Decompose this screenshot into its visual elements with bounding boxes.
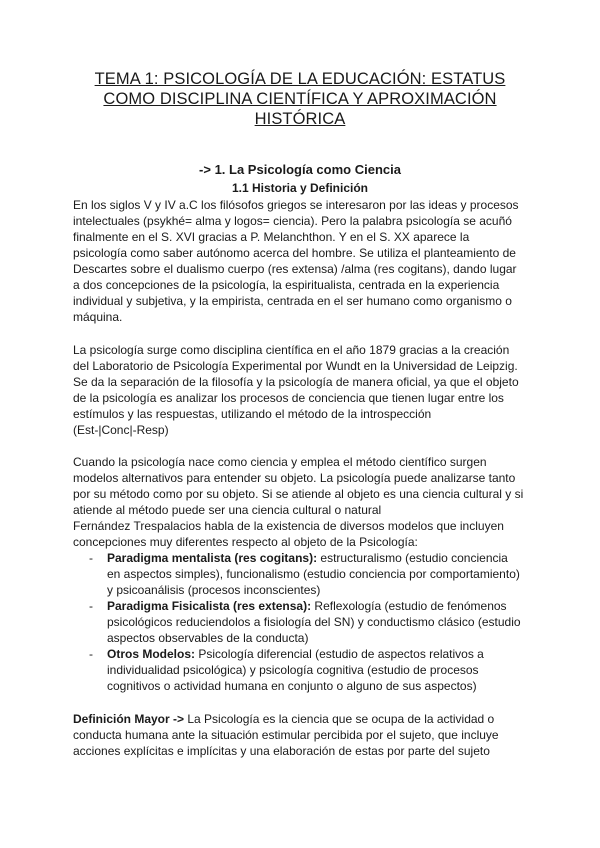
paragraph-scientific-origin [73, 342, 543, 438]
text-line: por su método como por su objeto. Si se atiende al objeto es una ciencia cultural y si [73, 487, 524, 501]
text-line: En los siglos V y IV a.C los filósofos griegos se interesaron por las ideas y procesos [73, 198, 519, 212]
text-line: máquina. [73, 310, 123, 324]
text-line: atiende al método puede ser una ciencia cultural o natural [73, 503, 382, 517]
bullet-dash: - [89, 647, 93, 661]
text-line: intelectuales (psykhé= alma y logos= ciencia). Pero la palabra psicología se acuñó [73, 214, 512, 228]
title-line: TEMA 1: PSICOLOGÍA DE LA EDUCACIÓN: ESTATUS [94, 70, 506, 88]
title-line: COMO DISCIPLINA CIENTÍFICA Y APROXIMACIÓN [103, 90, 497, 108]
text-line: (Est-|Conc|-Resp) [73, 423, 169, 437]
text-line: individual y subjetiva, y la empirista, centrada en el ser humano como organismo o [73, 294, 512, 308]
item-text: Psicología diferencial (estudio de aspectos relativos a [195, 647, 484, 661]
bullet-dash: - [89, 599, 93, 613]
text-line: acciones explícitas e implícitas y una elaboración de estas por parte del sujeto [73, 744, 490, 758]
section-subheading: 1.1 Historia y Definición [231, 181, 369, 195]
text-line: conducta humana ante la situación estimular percibida por el sujeto, que incluye [73, 728, 499, 742]
text-line: del Laboratorio de Psicología Experimental por Wundt en la Universidad de Leipzig. [73, 359, 518, 373]
item-label: Paradigma Fisicalista (res extensa): [107, 599, 312, 613]
item-text: aspectos observables de la conducta) [107, 631, 309, 645]
item-text: cognitivos o actividad humana en conjunto o alguno de sus aspectos) [107, 679, 477, 693]
document-title [60, 69, 540, 129]
item-text: estructuralismo (estudio conciencia [317, 551, 508, 565]
item-label: Otros Modelos: [107, 647, 196, 661]
text-line: a dos concepciones de la psicología, la espiritualista, centrada en la experiencia [73, 278, 500, 292]
item-text: psicológicos reduciendolos a fisiología del SN) y conductismo clásico (estudio [107, 615, 521, 629]
section-heading: -> 1. La Psicología como Ciencia [199, 162, 401, 177]
text-line: estímulos y las respuestas, utilizando el método de la introspección [73, 407, 432, 421]
title-line: HISTÓRICA [254, 110, 346, 128]
definition-label: Definición Mayor -> [73, 712, 185, 726]
text-line: Se da la separación de la filosofía y la psicología de manera oficial, ya que el objeto [73, 375, 519, 389]
list-item [73, 646, 543, 694]
bullet-list [73, 550, 543, 694]
text-line: concepciones muy diferentes respecto al objeto de la Psicología: [73, 535, 418, 549]
item-text: Reflexología (estudio de fenómenos [311, 599, 507, 613]
bullet-dash: - [89, 551, 93, 565]
text-line: de la psicología es analizar los procesos de conciencia que tienen lugar entre los [73, 391, 504, 405]
text-line: Descartes sobre el dualismo cuerpo (res extensa) /alma (res cogitans), dando lugar [73, 262, 517, 276]
list-item [73, 598, 543, 646]
text-line: Cuando la psicología nace como ciencia y emplea el método científico surgen [73, 455, 487, 469]
text-line: modelos alternativos para entender su objeto. La psicología puede analizarse tanto [73, 471, 516, 485]
item-text: y psicoanálisis (procesos inconscientes) [107, 583, 321, 597]
text-line: La psicología surge como disciplina científica en el año 1879 gracias a la creación [73, 343, 510, 357]
paragraph-history [73, 197, 543, 325]
text-line: psicología como saber autónomo acerca del hombre. Se utiliza el planteamiento de [73, 246, 516, 260]
text-line: finalmente en el S. XVI gracias a P. Melanchthon. Y en el S. XX aparece la [73, 230, 470, 244]
text-line: Fernández Trespalacios habla de la existencia de diversos modelos que incluyen [73, 519, 504, 533]
list-item [73, 550, 543, 598]
item-label: Paradigma mentalista (res cogitans): [107, 551, 318, 565]
text-line: La Psicología es la ciencia que se ocupa de la actividad o [184, 712, 495, 726]
paragraph-definition [73, 711, 543, 759]
item-text: individualidad psicológica) y psicología cognitiva (estudio de procesos [107, 663, 479, 677]
paragraph-models [73, 454, 543, 550]
item-text: en aspectos simples), funcionalismo (estudio conciencia por comportamiento) [107, 567, 520, 581]
